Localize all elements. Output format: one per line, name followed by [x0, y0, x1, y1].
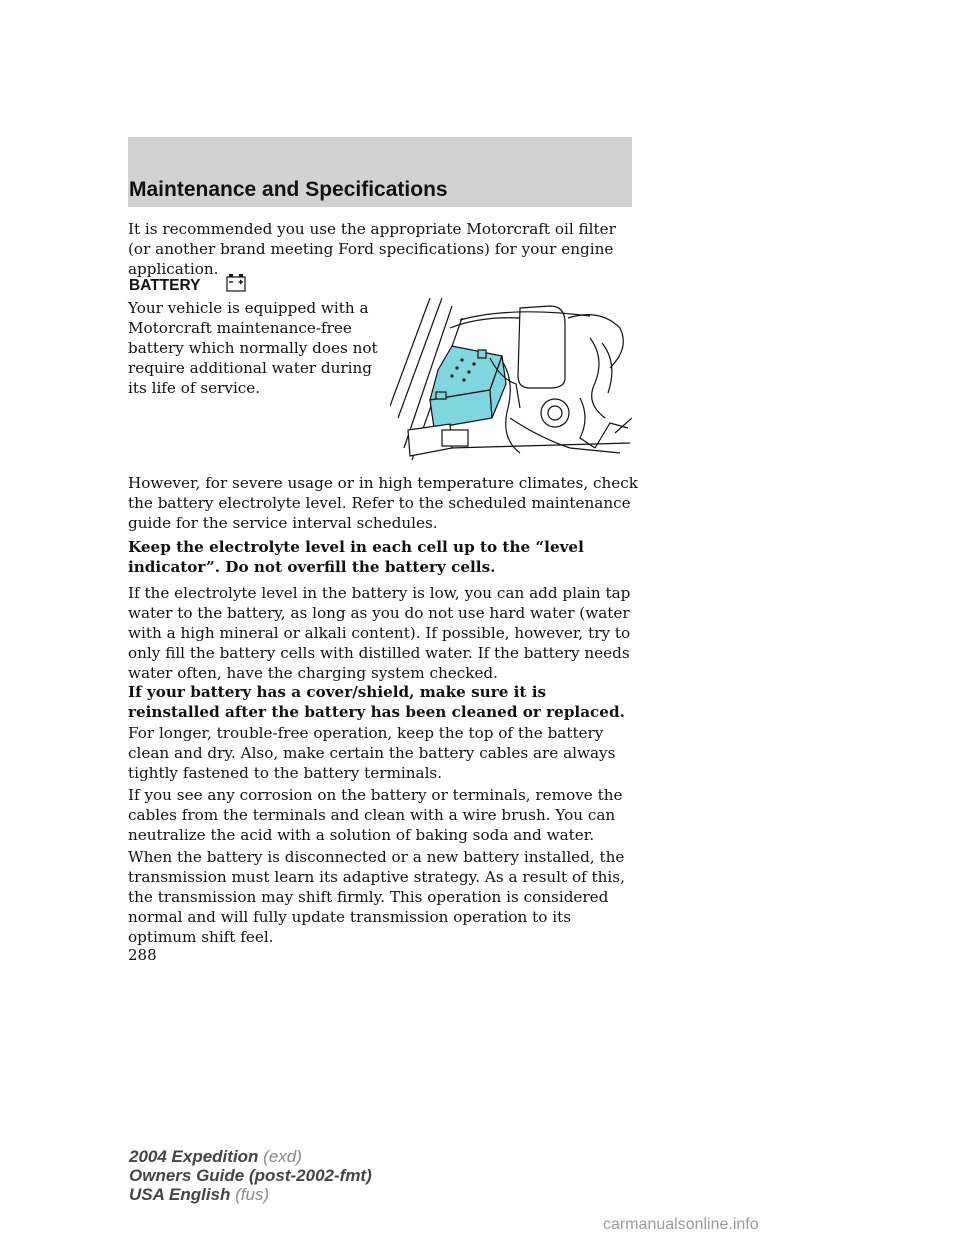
- electrolyte-warning: Keep the electrolyte level in each cell up to the “level indicator”. Do not overfill the battery cells.: [128, 538, 584, 576]
- battery-icon: [226, 273, 246, 292]
- clean-dry-paragraph: For longer, trouble-free operation, keep the top of the battery clean and dry. Also, make certain the battery cables are always tightly fastened to the battery terminals.: [128, 724, 616, 782]
- page-title: Maintenance and Specifications: [129, 178, 448, 201]
- check-level-paragraph: However, for severe usage or in high temperature climates, check the battery electrolyte level. Refer to the scheduled maintenance guide for the service interval schedules.: [128, 474, 638, 532]
- battery-intro-paragraph: Your vehicle is equipped with a Motorcraft maintenance-free battery which normally does not require additional water during its life of service.: [128, 299, 378, 397]
- intro-paragraph: It is recommended you use the appropriate Motorcraft oil filter (or another brand meeting Ford specifications) for your engine application.: [128, 220, 616, 278]
- tap-water-paragraph: If the electrolyte level in the battery is low, you can add plain tap water to the battery, as long as you do not use hard water (water with a high mineral or alkali content). If possible, however, try to only fill the battery cells with distilled water. If the battery needs water often, have the charging system checked.: [128, 584, 631, 682]
- page-number: 288: [128, 946, 157, 964]
- footer-line-2: Owners Guide (post-2002-fmt): [129, 1166, 372, 1185]
- cover-shield-warning: If your battery has a cover/shield, make sure it is reinstalled after the battery has been cleaned or replaced.: [128, 683, 625, 721]
- footer-line-3: USA English (fus): [129, 1185, 270, 1204]
- battery-heading: BATTERY: [129, 277, 201, 294]
- watermark: carmanualsonline.info: [603, 1216, 759, 1233]
- adaptive-strategy-paragraph: When the battery is disconnected or a new battery installed, the transmission must learn its adaptive strategy. As a result of this, the transmission may shift firmly. This operation is considered normal and will fully update transmission operation to its optimum shift feel.: [128, 848, 625, 946]
- battery-illustration: [390, 298, 632, 463]
- corrosion-paragraph: If you see any corrosion on the battery or terminals, remove the cables from the terminals and clean with a wire brush. You can neutralize the acid with a solution of baking soda and water.: [128, 786, 623, 844]
- footer-line-1: 2004 Expedition (exd): [129, 1147, 302, 1166]
